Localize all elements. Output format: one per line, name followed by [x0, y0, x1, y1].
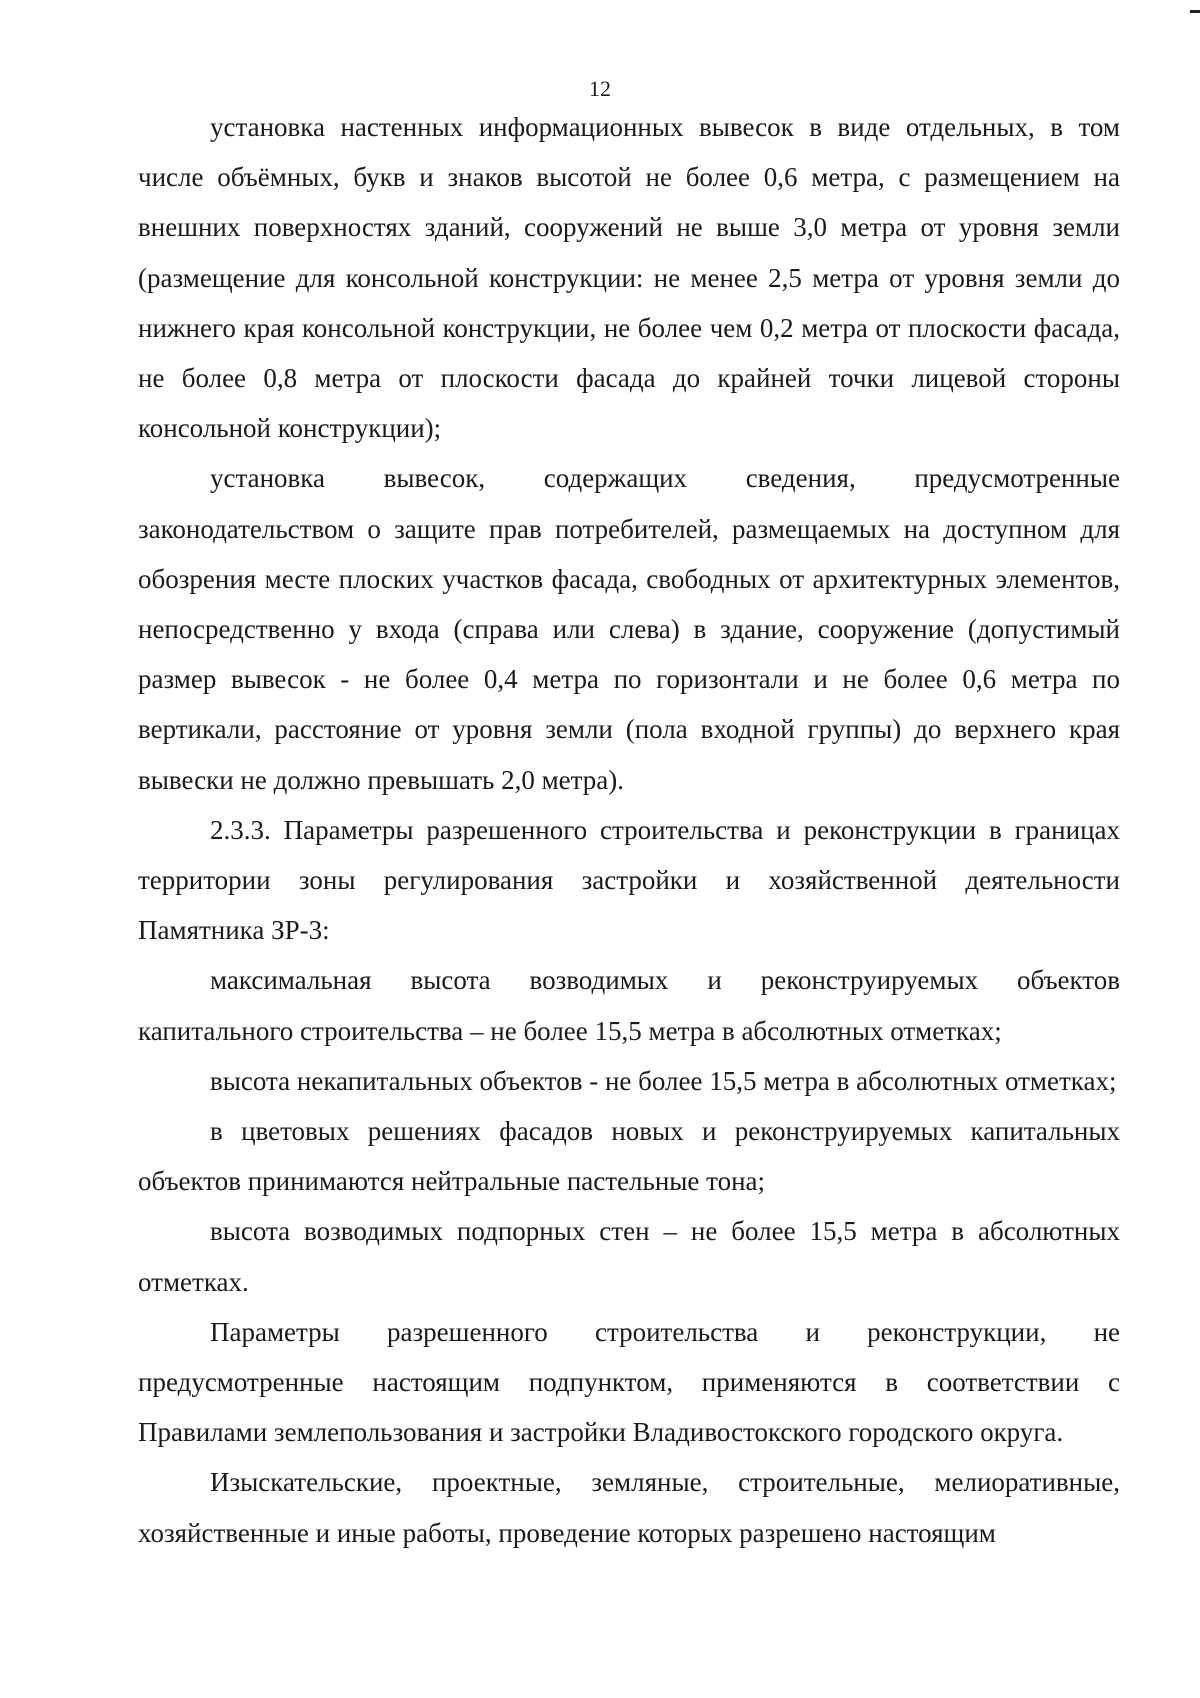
paragraph-works: Изыскательские, проектные, земляные, строительные, мелиоративные, хозяйственные и иные работы, проведение которых разрешено настоящим: [138, 1467, 1120, 1548]
paragraph-section-2-3-3: 2.3.3. Параметры разрешенного строительства и реконструкции в границах территории зоны регулирования застройки и хозяйственной деятельности Памятника ЗР-3:: [138, 814, 1120, 946]
paragraph-other-parameters: Параметры разрешенного строительства и реконструкции, не предусмотренные настоящим подпунктом, применяются в соответствии с Правилами землепользования и застройки Владивостокского городского округа.: [138, 1316, 1120, 1448]
paragraph-noncapital-height: высота некапитальных объектов - не более 15,5 метра в абсолютных отметках;: [210, 1065, 1117, 1096]
paragraph-max-height: максимальная высота возводимых и реконструируемых объектов капитального строительства – не более 15,5 метра в абсолютных отметках;: [138, 965, 1120, 1046]
document-body: [138, 102, 1120, 1558]
paragraph-facade-colors: в цветовых решениях фасадов новых и реконструируемых капитальных объектов принимаются нейтральные пастельные тона;: [138, 1116, 1120, 1197]
paragraph-retaining-walls: высота возводимых подпорных стен – не более 15,5 метра в абсолютных отметках.: [138, 1216, 1120, 1297]
page-number: 12: [589, 76, 611, 101]
scan-corner-mark: [1190, 10, 1200, 13]
paragraph-wall-signs: установка настенных информационных вывесок в виде отдельных, в том числе объёмных, букв и знаков высотой не более 0,6 метра, с размещением на внешних поверхностях зданий, сооружений не выше 3,0 метра от уровня земли (размещение для консольной конструкции: не менее 2,5 метра от уровня земли до нижнего края консольной конструкции, не более чем 0,2 метра от плоскости фасада, не более 0,8 метра от плоскости фасада до крайней точки лицевой стороны консольной конструкции);: [138, 112, 1120, 444]
paragraph-consumer-signs: установка вывесок, содержащих сведения, предусмотренные законодательством о защите прав потребителей, размещаемых на доступном для обозрения месте плоских участков фасада, свободных от архитектурных элементов, непосредственно у входа (справа или слева) в здание, сооружение (допустимый размер вывесок - не более 0,4 метра по горизонтали и не более 0,6 метра по вертикали, расстояние от уровня земли (пола входной группы) до верхнего края вывески не должно превышать 2,0 метра).: [138, 463, 1120, 795]
